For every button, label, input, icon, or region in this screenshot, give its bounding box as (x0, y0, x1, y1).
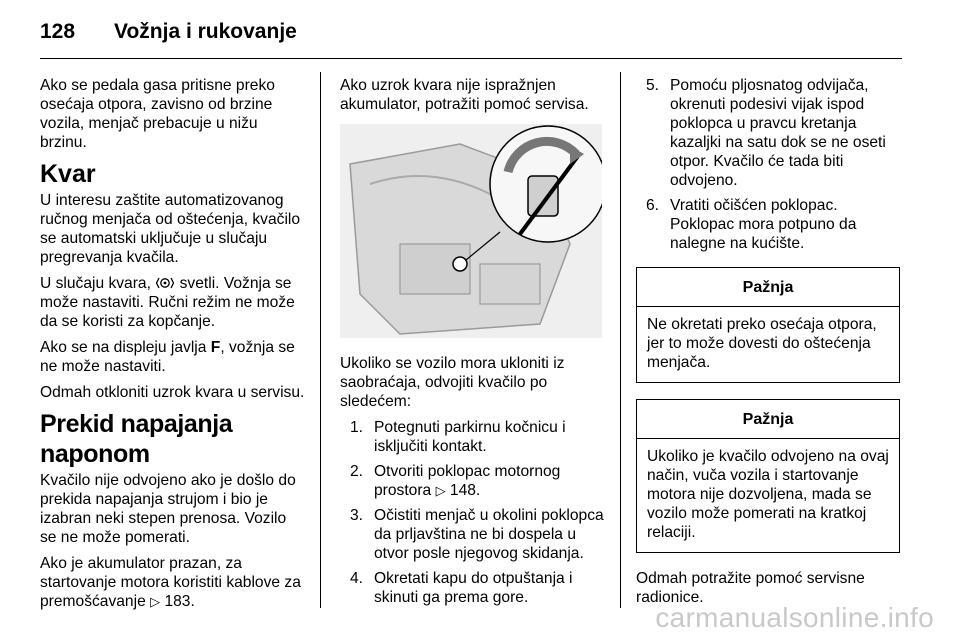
page-reference[interactable]: 148. (449, 482, 481, 499)
col2-procedure-intro: Ukoliko se vozilo mora ukloniti iz saobraćaja, odvojiti kvačilo po sledećem: (340, 355, 565, 410)
prekid-paragraph-2 (40, 554, 306, 611)
col3-outro: Odmah potražite pomoć servisne radionice. (636, 570, 865, 606)
display-letter-f: F (210, 339, 221, 356)
step-number: 4. (350, 570, 364, 587)
kvar-paragraph-4: Odmah otkloniti uzrok kvara u servisu. (40, 384, 305, 401)
warning-box-2 (636, 399, 900, 553)
warning-text: Ne okretati preko osećaja otpora, jer to može dovesti do oštećenja menjača. (647, 316, 877, 371)
gear-fault-icon (155, 275, 175, 292)
kvar-p3-end: , vožnja se ne može nastaviti. (40, 339, 295, 375)
step-number: 2. (350, 463, 364, 480)
page-number: 128 (40, 20, 76, 43)
page-title: Vožnja i rukovanje (114, 20, 297, 43)
list-item (646, 76, 900, 190)
list-item (350, 462, 608, 500)
watermark: carmanualsonline.info (655, 602, 934, 633)
prekid-p2-text: Ako je akumulator prazan, za startovanje motora koristiti kablove za premošćavanje (40, 555, 301, 610)
page-reference[interactable]: 183. (164, 593, 195, 610)
prekid-paragraph-1: Kvačilo nije odvojeno ako je došlo do prekida napajanja strujom i bio je izabran neki stepen prenosa. Vozilo se ne može pomerati. (40, 472, 296, 546)
procedure-steps-list (350, 418, 608, 607)
procedure-steps-continued (646, 76, 900, 253)
step-text: Pomoću pljosnatog odvijača, okrenuti podesivi vijak ispod poklopca u pravcu kretanja kazaljki na satu dok se ne oseti otpor. Kvačilo će tada biti odvojeno. (670, 77, 886, 189)
page-reference-arrow-icon: ▷ (150, 594, 161, 609)
list-item (350, 506, 608, 563)
kvar-paragraph-2 (40, 274, 306, 331)
column-divider-2 (620, 72, 621, 608)
page-header (40, 20, 297, 44)
kvar-paragraph-1: U interesu zaštite automatizovanog ručnog menjača od oštećenja, kvačilo se automatski uključuje u slučaju pregrevanja kvačila. (40, 192, 301, 266)
kvar-p3-start: Ako se na displeju javlja (40, 339, 207, 356)
kvar-p2-start: U slučaju kvara, (40, 275, 151, 292)
step-number: 1. (350, 419, 364, 436)
page-reference-arrow-icon: ▷ (435, 483, 446, 498)
column-2 (340, 76, 608, 613)
intro-paragraph: Ako se pedala gasa pritisne preko osećaja otpora, zavisno od brzine vozila, menjač prebacuje u nižu brzinu. (40, 77, 275, 151)
kvar-p2-end: svetli. Vožnja se može nastaviti. Ručni režim ne može da se koristi za kopčanje. (40, 275, 295, 330)
step-text: Otvoriti poklopac motornog prostora (374, 463, 561, 499)
step-number: 5. (646, 77, 660, 94)
section-heading-kvar: Kvar (40, 160, 96, 188)
warning-box-1 (636, 267, 900, 383)
col2-intro: Ako uzrok kvara nije ispražnjen akumulator, potražiti pomoć servisa. (340, 77, 589, 113)
step-text: Okretati kapu do otpuštanja i skinuti ga prema gore. (374, 570, 573, 606)
warning-text: Ukoliko je kvačilo odvojeno na ovaj način, vuča vozila i startovanje motora nije dozvoljena, mada se vozilo može pomerati na kratkoj relaciji. (647, 448, 889, 541)
list-item (350, 418, 608, 456)
column-1 (40, 76, 306, 618)
step-text: Vratiti očišćen poklopac. Poklopac mora potpuno da nalegne na kućište. (670, 197, 857, 252)
kvar-paragraph-3 (40, 338, 306, 376)
column-divider-1 (320, 72, 321, 608)
step-text: Potegnuti parkirnu kočnicu i isključiti kontakt. (374, 419, 566, 455)
step-text: Očistiti menjač u okolini poklopca da prljavština ne bi dospela u otvor posle njegovog skidanja. (374, 507, 604, 562)
step-number: 3. (350, 507, 364, 524)
section-heading-prekid: Prekid napajanja naponom (40, 410, 233, 468)
column-3 (636, 76, 900, 614)
list-item (350, 569, 608, 607)
header-rule (40, 58, 902, 59)
warning-title: Pažnja (637, 268, 899, 307)
engine-compartment-illustration (340, 124, 602, 338)
warning-title: Pažnja (637, 400, 899, 439)
list-item (646, 196, 900, 253)
step-number: 6. (646, 197, 660, 214)
